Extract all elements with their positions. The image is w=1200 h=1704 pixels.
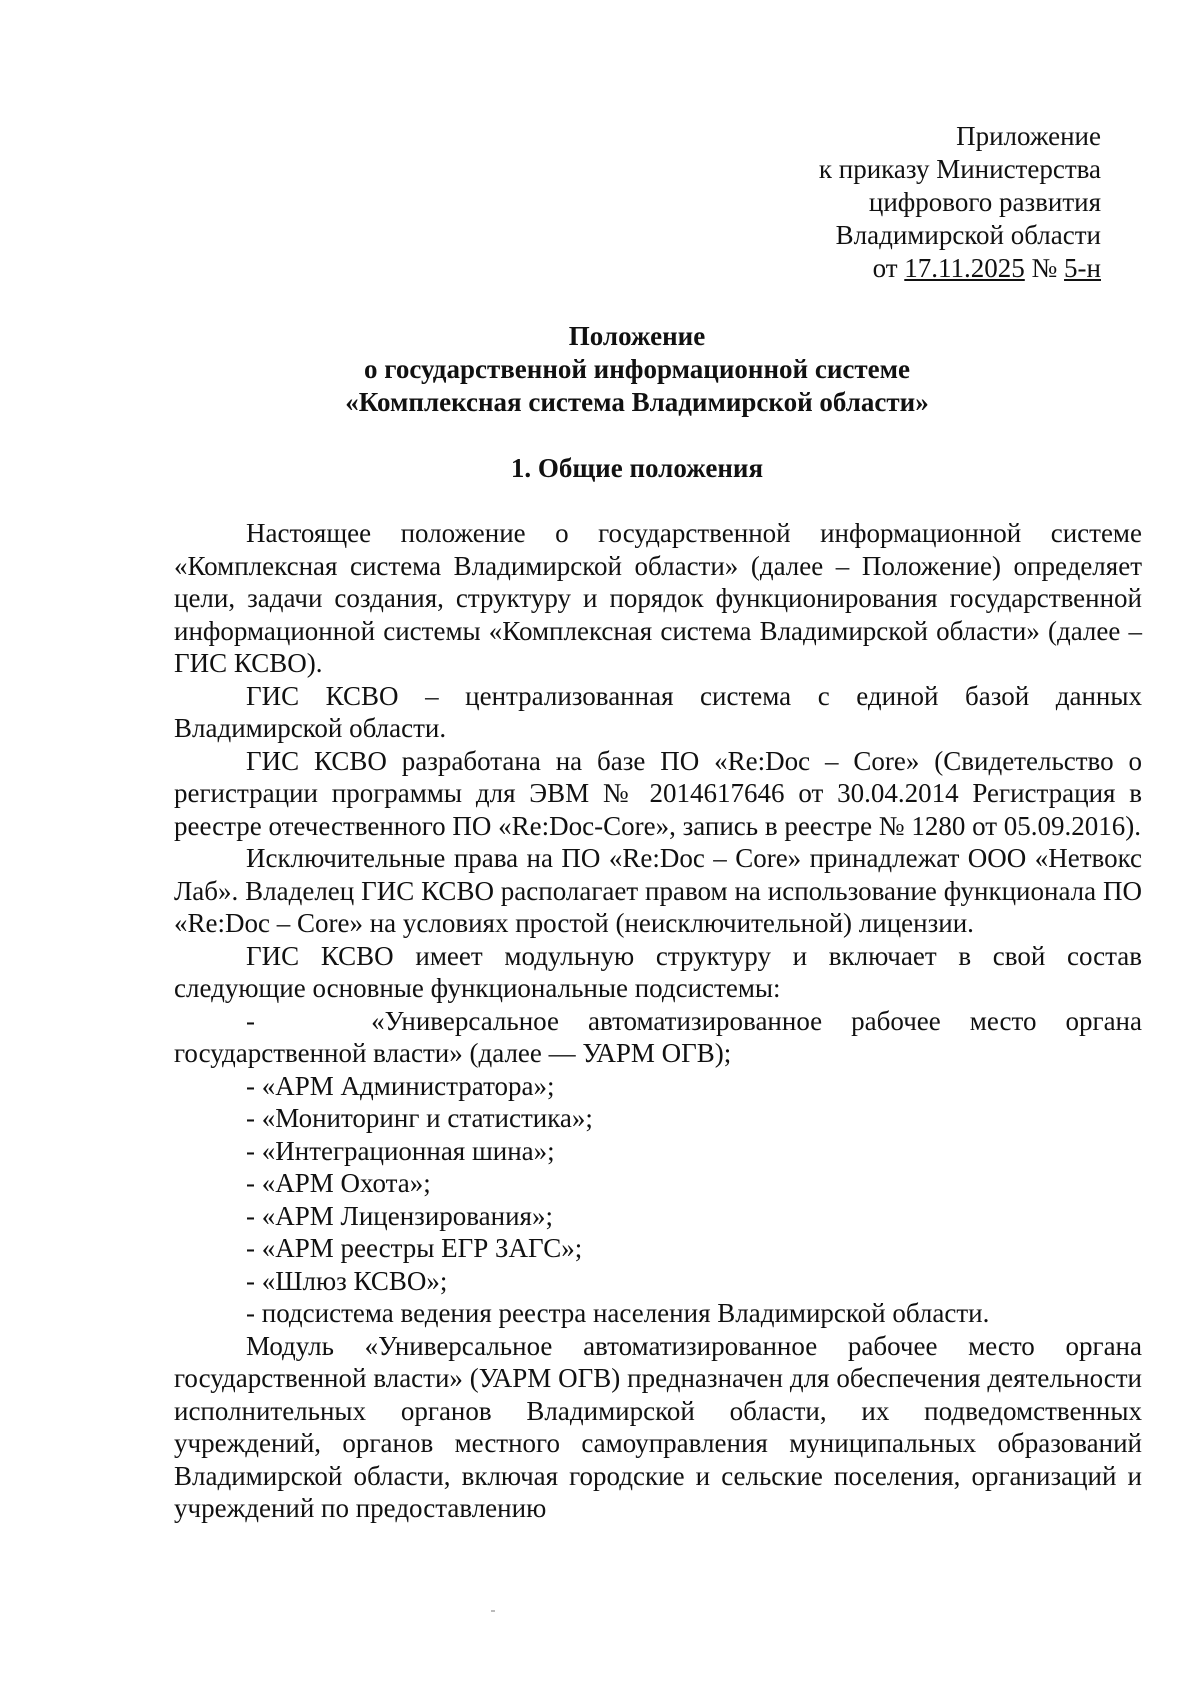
appendix-line: цифрового развития [868,187,1101,217]
paragraph: ГИС КСВО разработана на базе ПО «Re:Doc – Core» (Свидетельство о регистрации программы для ЭВМ № 2014617646 от 30.04.2014 Регистрация в реестре отечественного ПО «Re:Doc-Core», запись в реестре № 1280 от 05.09.2016). [174,745,1142,841]
list-item: - «АРМ Администратора»; [246,1070,555,1101]
title-line: о государственной информационной системе [364,354,910,384]
paragraph: Исключительные права на ПО «Re:Doc – Core» принадлежат ООО «Нетвокс Лаб». Владелец ГИС КСВО располагает правом на использование функционала ПО «Re:Doc – Core» на условиях простой (неисключительной) лицензии. [174,843,1142,938]
paragraph: Модуль «Универсальное автоматизированное рабочее место органа государственной власти» (УАРМ ОГВ) предназначен для обеспечения деятельности исполнительных органов Владимирской области, их подведомственных учреждений, органов местного самоуправления муниципальных образований Владимирской области, включая городские и сельские поселения, организаций и учреждений по предоставлению [174,1330,1142,1523]
appendix-line: к приказу Министерства [818,154,1101,184]
list-item: - «Универсальное автоматизированное рабочее место органа государственной власти» (далее — УАРМ ОГВ); [174,1005,1142,1068]
list-item: - «Интеграционная шина»; [246,1135,555,1166]
list-item: - «АРМ Охота»; [246,1168,431,1198]
appendix-line: Приложение [956,121,1101,151]
section-heading: 1. Общие положения [510,453,764,483]
list-item: - подсистема ведения реестра населения Владимирской области. [246,1298,990,1328]
appendix-block [819,120,1101,285]
number-prefix: № [1024,253,1065,283]
list-item: - «АРМ Лицензирования»; [246,1200,553,1231]
title-line: «Комплексная система Владимирской области» [345,387,929,417]
scan-artifact [491,1610,495,1612]
appendix-date-line [819,252,1101,285]
list-item: - «АРМ реестры ЕГР ЗАГС»; [246,1233,583,1263]
title-line: Положение [568,321,706,351]
order-number: 5-н [1064,253,1101,283]
section-body [174,517,1142,1525]
appendix-line: Владимирской области [835,220,1101,250]
paragraph: ГИС КСВО – централизованная система с единой базой данных Владимирской области. [174,680,1142,743]
list-item: - «Мониторинг и статистика»; [246,1103,593,1133]
document-title [174,320,1100,419]
order-date: 17.11.2025 [904,253,1025,283]
date-prefix: от [872,253,905,283]
subsystem-list [174,1005,1142,1330]
paragraph: Настоящее положение о государственной информационной системе «Комплексная система Владимирской области» (далее – Положение) определяет цели, задачи создания, структуру и порядок функционирования государственной информационной системы «Комплексная система Владимирской области» (далее – ГИС КСВО). [174,518,1142,678]
list-item: - «Шлюз КСВО»; [246,1265,448,1296]
paragraph: ГИС КСВО имеет модульную структуру и включает в свой состав следующие основные функциональные подсистемы: [174,940,1142,1003]
